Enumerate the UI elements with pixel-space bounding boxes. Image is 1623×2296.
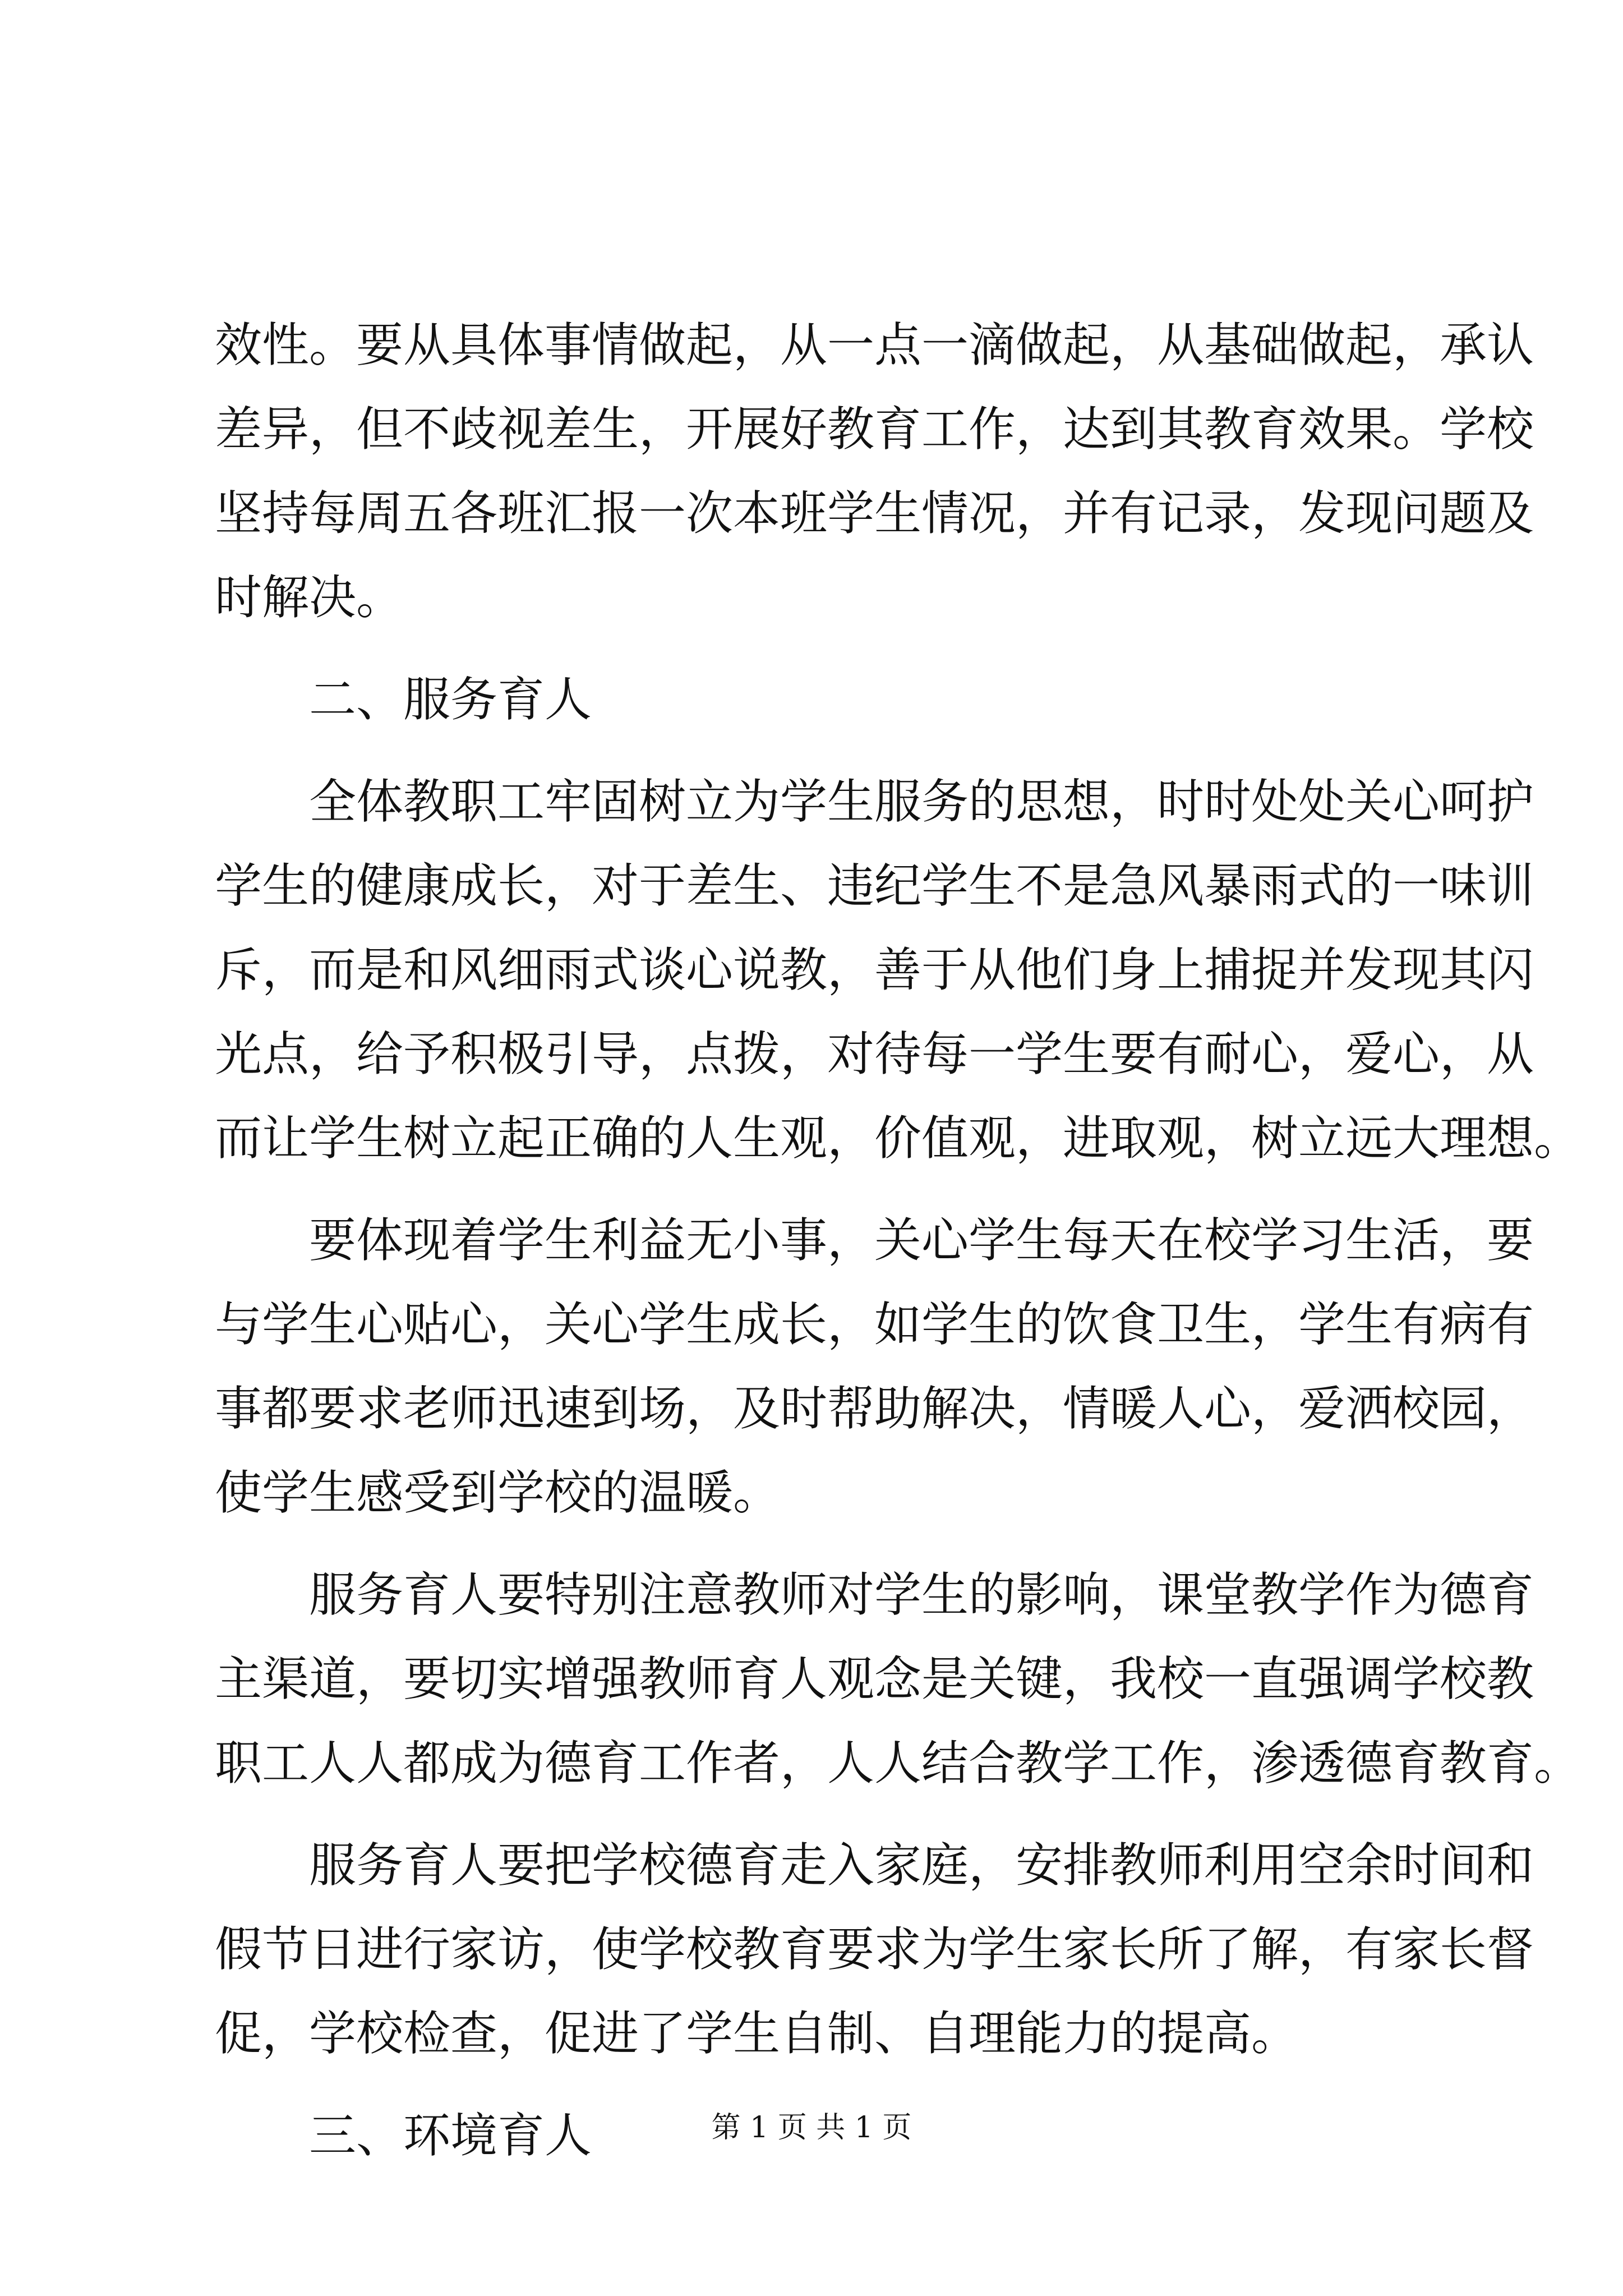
text-line: 服务育人要把学校德育走入家庭，安排教师利用空余时间和 bbox=[309, 1838, 1534, 1893]
text-line: 光点，给予积极引导，点拨，对待每一学生要有耐心，爱心，从 bbox=[215, 1027, 1534, 1082]
text-line: 假节日进行家访，使学校教育要求为学生家长所了解，有家长督 bbox=[215, 1922, 1534, 1977]
paragraph bbox=[215, 1823, 1534, 2076]
paragraph bbox=[215, 1198, 1534, 1535]
text-line: 主渠道，要切实增强教师育人观念是关键，我校一直强调学校教 bbox=[215, 1651, 1534, 1706]
paragraph-continued bbox=[215, 303, 1534, 639]
page-number-footer: 第 1 页 共 1 页 bbox=[711, 2111, 912, 2145]
text-line: 学生的健康成长，对于差生、违纪学生不是急风暴雨式的一味训 bbox=[215, 858, 1534, 913]
text-line: 职工人人都成为德育工作者，人人结合教学工作，渗透德育教育。 bbox=[215, 1736, 1581, 1791]
text-line: 促，学校检查，促进了学生自制、自理能力的提高。 bbox=[215, 2006, 1299, 2061]
text-line: 差异，但不歧视差生，开展好教育工作，达到其教育效果。学校 bbox=[215, 402, 1534, 457]
text-line: 服务育人要特别注意教师对学生的影响，课堂教学作为德育 bbox=[309, 1567, 1534, 1622]
section-heading: 二、服务育人 bbox=[309, 672, 592, 727]
text-line: 与学生心贴心，关心学生成长，如学生的饮食卫生，学生有病有 bbox=[215, 1297, 1534, 1352]
section-heading: 三、环境育人 bbox=[309, 2108, 592, 2163]
text-line: 而让学生树立起正确的人生观，价值观，进取观，树立远大理想。 bbox=[215, 1111, 1581, 1166]
text-line: 事都要求老师迅速到场，及时帮助解决，情暖人心，爱洒校园， bbox=[215, 1381, 1534, 1436]
text-line: 使学生感受到学校的温暖。 bbox=[215, 1465, 781, 1520]
text-line: 效性。要从具体事情做起，从一点一滴做起，从基础做起，承认 bbox=[215, 318, 1534, 372]
paragraph bbox=[215, 760, 1581, 1180]
text-line: 要体现着学生利益无小事，关心学生每天在校学习生活，要 bbox=[309, 1213, 1534, 1268]
text-line: 斥，而是和风细雨式谈心说教，善于从他们身上捕捉并发现其闪 bbox=[215, 942, 1534, 997]
text-line: 坚持每周五各班汇报一次本班学生情况，并有记录，发现问题及 bbox=[215, 486, 1534, 541]
document-body bbox=[215, 303, 1581, 2196]
text-line: 全体教职工牢固树立为学生服务的思想，时时处处关心呵护 bbox=[309, 774, 1534, 829]
section-heading-service bbox=[215, 657, 1408, 742]
text-line: 时解决。 bbox=[215, 570, 404, 625]
paragraph bbox=[215, 1553, 1581, 1805]
